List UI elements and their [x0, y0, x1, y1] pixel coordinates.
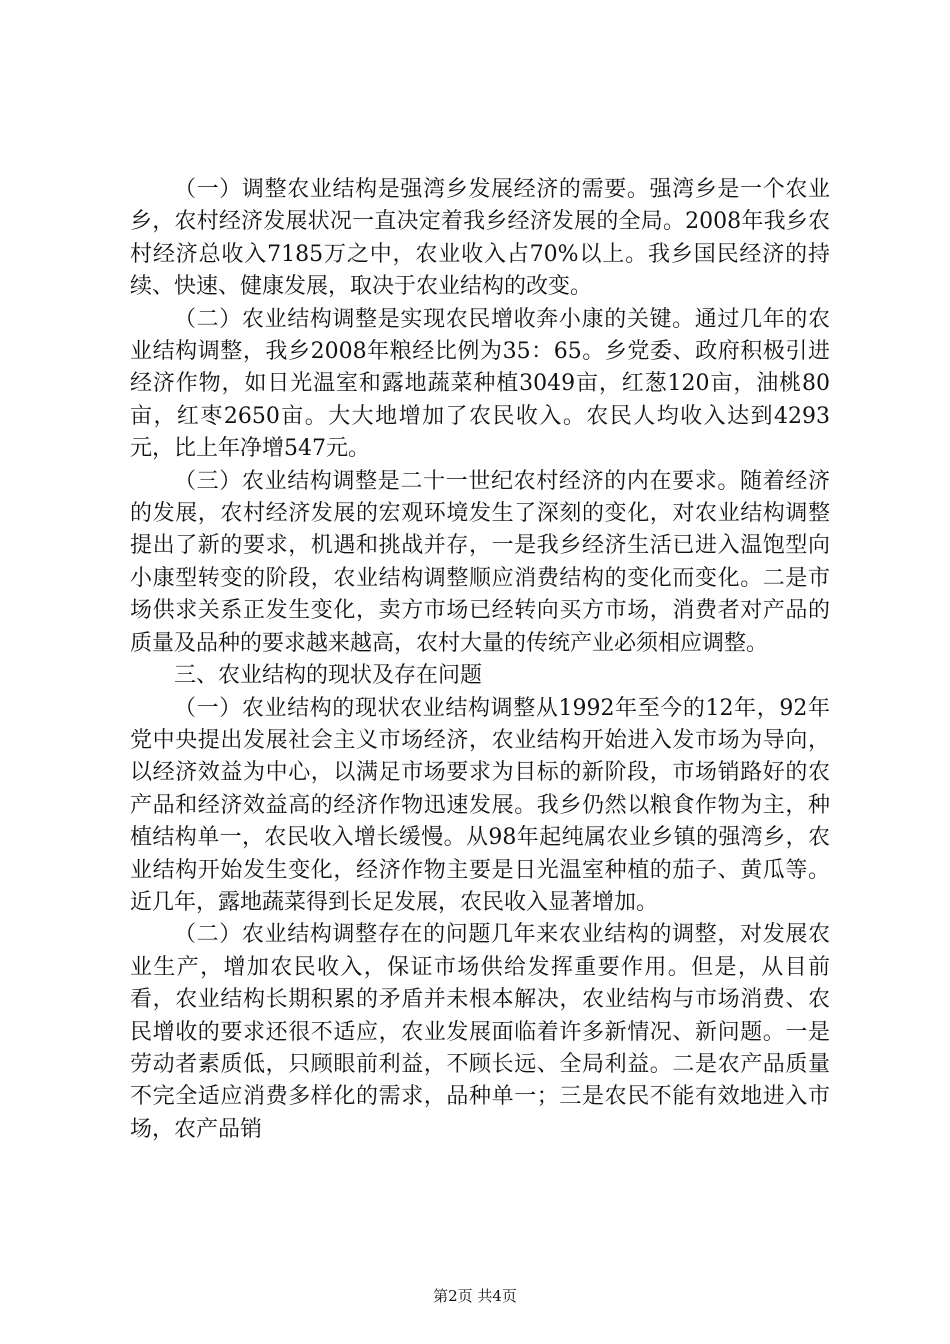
page-number-footer: 第2页 共4页	[433, 1287, 517, 1305]
paragraph-4: （一）农业结构的现状农业结构调整从1992年至今的12年，92年党中央提出发展社会主义市场经济，农业结构开始进入发市场为导向，以经济效益为中心，以满足市场要求为目标的新阶段，市场销路好的农产品和经济效益高的经济作物迅速发展。我乡仍然以粮食作物为主，种植结构单一，农民收入增长缓慢。从98年起纯属农业乡镇的强湾乡，农业结构开始发生变化，经济作物主要是日光温室种植的茄子、黄瓜等。近几年，露地蔬菜得到长足发展，农民收入显著增加。	[130, 695, 830, 915]
paragraph-3: （三）农业结构调整是二十一世纪农村经济的内在要求。随着经济的发展，农村经济发展的宏观环境发生了深刻的变化，对农业结构调整提出了新的要求，机遇和挑战并存，一是我乡经济生活已进入温饱型向小康型转变的阶段，农业结构调整顺应消费结构的变化而变化。二是市场供求关系正发生变化，卖方市场已经转向买方市场，消费者对产品的质量及品种的要求越来越高，农村大量的传统产业必须相应调整。	[130, 468, 830, 656]
paragraph-1: （一）调整农业结构是强湾乡发展经济的需要。强湾乡是一个农业乡，农村经济发展状况一直决定着我乡经济发展的全局。2008年我乡农村经济总收入7185万之中，农业收入占70%以上。我乡国民经济的持续、快速、健康发展，取决于农业结构的改变。	[130, 177, 830, 300]
paragraph-2: （二）农业结构调整是实现农民增收奔小康的关键。通过几年的农业结构调整，我乡2008年粮经比例为35：65。乡党委、政府积极引进经济作物，如日光温室和露地蔬菜种植3049亩，红葱120亩，油桃80亩，红枣2650亩。大大地增加了农民收入。农民人均收入达到4293元，比上年净增547元。	[130, 306, 830, 462]
paragraph-5: （二）农业结构调整存在的问题几年来农业结构的调整，对发展农业生产，增加农民收入，保证市场供给发挥重要作用。但是，从目前看，农业结构长期积累的矛盾并未根本解决，农业结构与市场消费、农民增收的要求还很不适应，农业发展面临着许多新情况、新问题。一是劳动者素质低，只顾眼前利益，不顾长远、全局利益。二是农产品质量不完全适应消费多样化的需求，品种单一；三是农民不能有效地进入市场，农产品销	[130, 922, 830, 1142]
document-body	[130, 174, 830, 1146]
section-heading: 三、农业结构的现状及存在问题	[174, 663, 483, 689]
